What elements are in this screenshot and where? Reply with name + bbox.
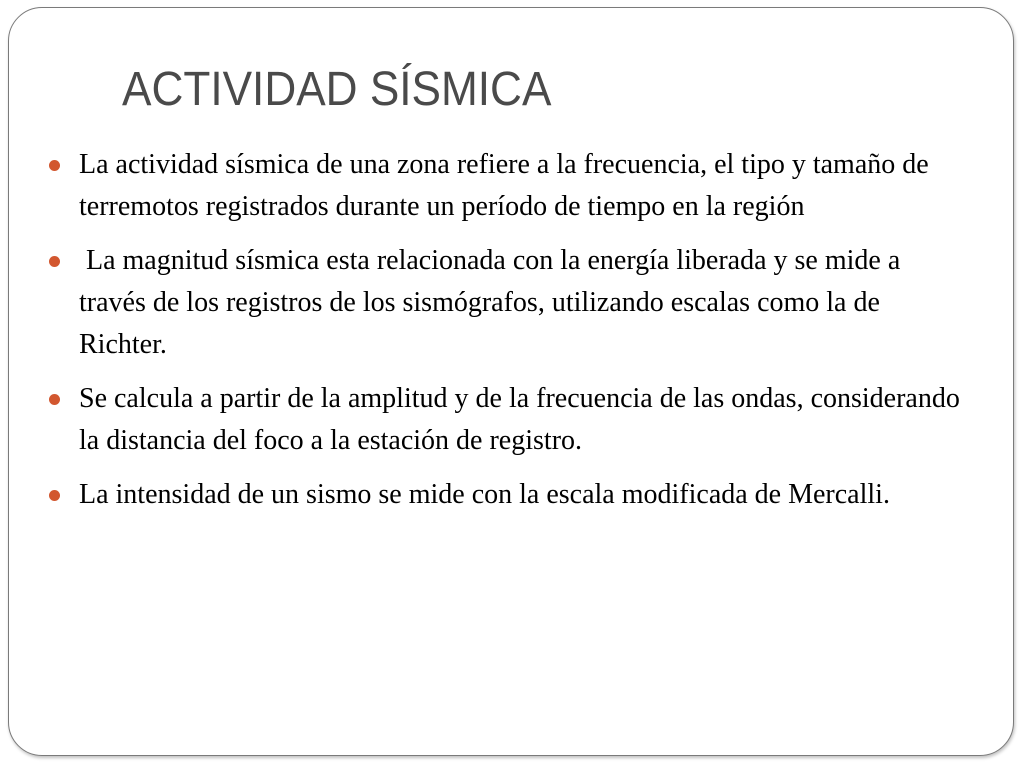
bullet-item xyxy=(49,240,969,366)
bullet-dot-icon xyxy=(49,490,60,501)
bullet-list xyxy=(49,144,969,528)
slide-frame xyxy=(8,7,1014,756)
bullet-item xyxy=(49,474,969,516)
bullet-item xyxy=(49,144,969,228)
bullet-text: La actividad sísmica de una zona refiere a la frecuencia, el tipo y tamaño de terremotos registrados durante un período de tiempo en la región xyxy=(79,149,929,222)
bullet-text: Se calcula a partir de la amplitud y de la frecuencia de las ondas, considerando la distancia del foco a la estación de registro. xyxy=(79,383,960,456)
bullet-text: La intensidad de un sismo se mide con la escala modificada de Mercalli. xyxy=(79,479,890,510)
bullet-dot-icon xyxy=(49,256,60,267)
bullet-item xyxy=(49,378,969,462)
bullet-dot-icon xyxy=(49,394,60,405)
bullet-text: La magnitud sísmica esta relacionada con la energía liberada y se mide a través de los registros de los sismógrafos, utilizando escalas como la de Richter. xyxy=(79,245,908,360)
bullet-dot-icon xyxy=(49,160,60,171)
slide-title: ACTIVIDAD SÍSMICA xyxy=(122,63,552,116)
